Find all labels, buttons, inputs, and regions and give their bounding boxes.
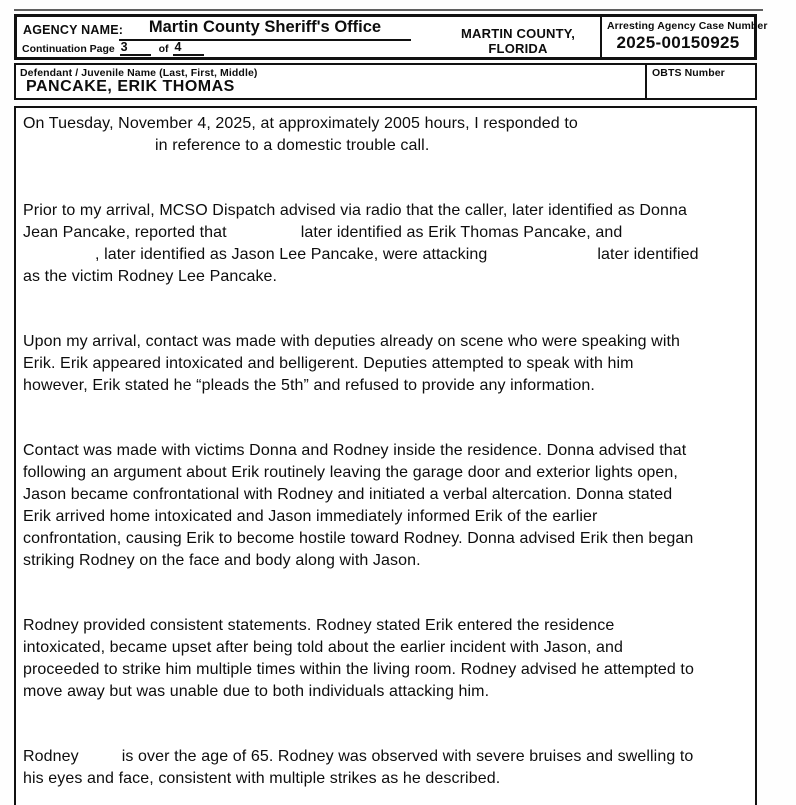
- continuation-total-pages: 4: [173, 41, 204, 56]
- narrative-box: [14, 106, 757, 805]
- continuation-page-number: 3: [120, 41, 151, 56]
- agency-name-value: Martin County Sheriff's Office: [119, 18, 411, 41]
- narrative-text: Erik arrived home intoxicated and Jason immediately informed Erik of the earlier: [23, 508, 598, 525]
- county-label: MARTIN COUNTY, FLORIDA: [460, 26, 576, 56]
- narrative-line: [23, 440, 755, 462]
- narrative-line: [23, 659, 755, 681]
- narrative-text: striking Rodney on the face and body along with Jason.: [23, 552, 421, 569]
- narrative-text: in reference to a domestic trouble call.: [155, 137, 430, 154]
- narrative-text: proceeded to strike him multiple times within the living room. Rodney advised he attempted to: [23, 661, 694, 678]
- narrative-line: [23, 768, 755, 790]
- narrative-line: [23, 375, 755, 397]
- defendant-box: [14, 63, 757, 100]
- narrative-text: , later identified as Jason Lee Pancake, were attacking: [95, 246, 488, 263]
- narrative-paragraph: [23, 615, 755, 703]
- header-box: [14, 14, 768, 60]
- narrative-line: [23, 135, 755, 157]
- narrative-text: is over the age of 65. Rodney was observed with severe bruises and swelling to: [121, 748, 694, 765]
- narrative-text: Prior to my arrival, MCSO Dispatch advised via radio that the caller, later identified as Donna: [23, 202, 688, 219]
- narrative-paragraph: [23, 746, 755, 790]
- narrative-text: following an argument about Erik routinely leaving the garage door and exterior lights open,: [23, 464, 678, 481]
- continuation-row: [22, 41, 209, 56]
- redaction-gap: [23, 149, 155, 150]
- defendant-name-value: PANCAKE, ERIK THOMAS: [26, 78, 235, 95]
- narrative-text: intoxicated, became upset after being told about the earlier incident with Jason, and: [23, 639, 623, 656]
- narrative-line: [23, 484, 755, 506]
- narrative-text: Contact was made with victims Donna and Rodney inside the residence. Donna advised that: [23, 442, 687, 459]
- continuation-of-label: of: [158, 43, 169, 55]
- narrative-text: his eyes and face, consistent with multiple strikes as he described.: [23, 770, 501, 787]
- narrative-paragraph: [23, 440, 755, 572]
- narrative-paragraph: [23, 331, 755, 397]
- narrative-text: as the victim Rodney Lee Pancake.: [23, 268, 278, 285]
- narrative-line: [23, 550, 755, 572]
- narrative-line: [23, 746, 755, 768]
- agency-name-label: AGENCY NAME:: [23, 23, 124, 37]
- narrative-text: later identified: [597, 246, 699, 263]
- redaction-gap: [23, 258, 95, 259]
- narrative-line: [23, 331, 755, 353]
- narrative-line: [23, 113, 755, 135]
- case-number-label: Arresting Agency Case Number: [607, 20, 768, 32]
- narrative-line: [23, 528, 755, 550]
- obts-number-label: OBTS Number: [652, 67, 725, 79]
- narrative-text: move away but was unable due to both individuals attacking him.: [23, 683, 490, 700]
- narrative-text: Rodney provided consistent statements. Rodney stated Erik entered the residence: [23, 617, 615, 634]
- case-number-value: 2025-00150925: [616, 33, 740, 52]
- narrative-text: Erik. Erik appeared intoxicated and belligerent. Deputies attempted to speak with him: [23, 355, 634, 372]
- narrative-text: Rodney: [23, 748, 79, 765]
- narrative-line: [23, 222, 755, 244]
- narrative-content: [16, 108, 755, 790]
- scan-artifact-line: [14, 9, 763, 11]
- narrative-text: On Tuesday, November 4, 2025, at approximately 2005 hours, I responded to: [23, 115, 578, 132]
- narrative-line: [23, 506, 755, 528]
- narrative-text: Jason became confrontational with Rodney and initiated a verbal altercation. Donna stated: [23, 486, 673, 503]
- narrative-line: [23, 637, 755, 659]
- case-number-box: [600, 17, 768, 57]
- redaction-gap: [487, 258, 597, 259]
- narrative-paragraph: [23, 113, 755, 157]
- narrative-line: [23, 615, 755, 637]
- narrative-line: [23, 353, 755, 375]
- narrative-line: [23, 462, 755, 484]
- obts-number-box: [645, 65, 755, 98]
- narrative-line: [23, 266, 755, 288]
- narrative-line: [23, 200, 755, 222]
- defendant-name-label: Defendant / Juvenile Name (Last, First, Middle): [20, 67, 258, 79]
- narrative-paragraph: [23, 200, 755, 288]
- redaction-gap: [227, 236, 301, 237]
- continuation-label: Continuation Page: [22, 43, 115, 55]
- narrative-text: Jean Pancake, reported that: [23, 224, 227, 241]
- narrative-text: confrontation, causing Erik to become hostile toward Rodney. Donna advised Erik then began: [23, 530, 694, 547]
- narrative-line: [23, 681, 755, 703]
- narrative-line: [23, 244, 755, 266]
- narrative-text: Upon my arrival, contact was made with deputies already on scene who were speaking with: [23, 333, 681, 350]
- redaction-gap: [79, 760, 122, 761]
- narrative-text: however, Erik stated he “pleads the 5th” and refused to provide any information.: [23, 377, 595, 394]
- narrative-text: later identified as Erik Thomas Pancake, and: [300, 224, 623, 241]
